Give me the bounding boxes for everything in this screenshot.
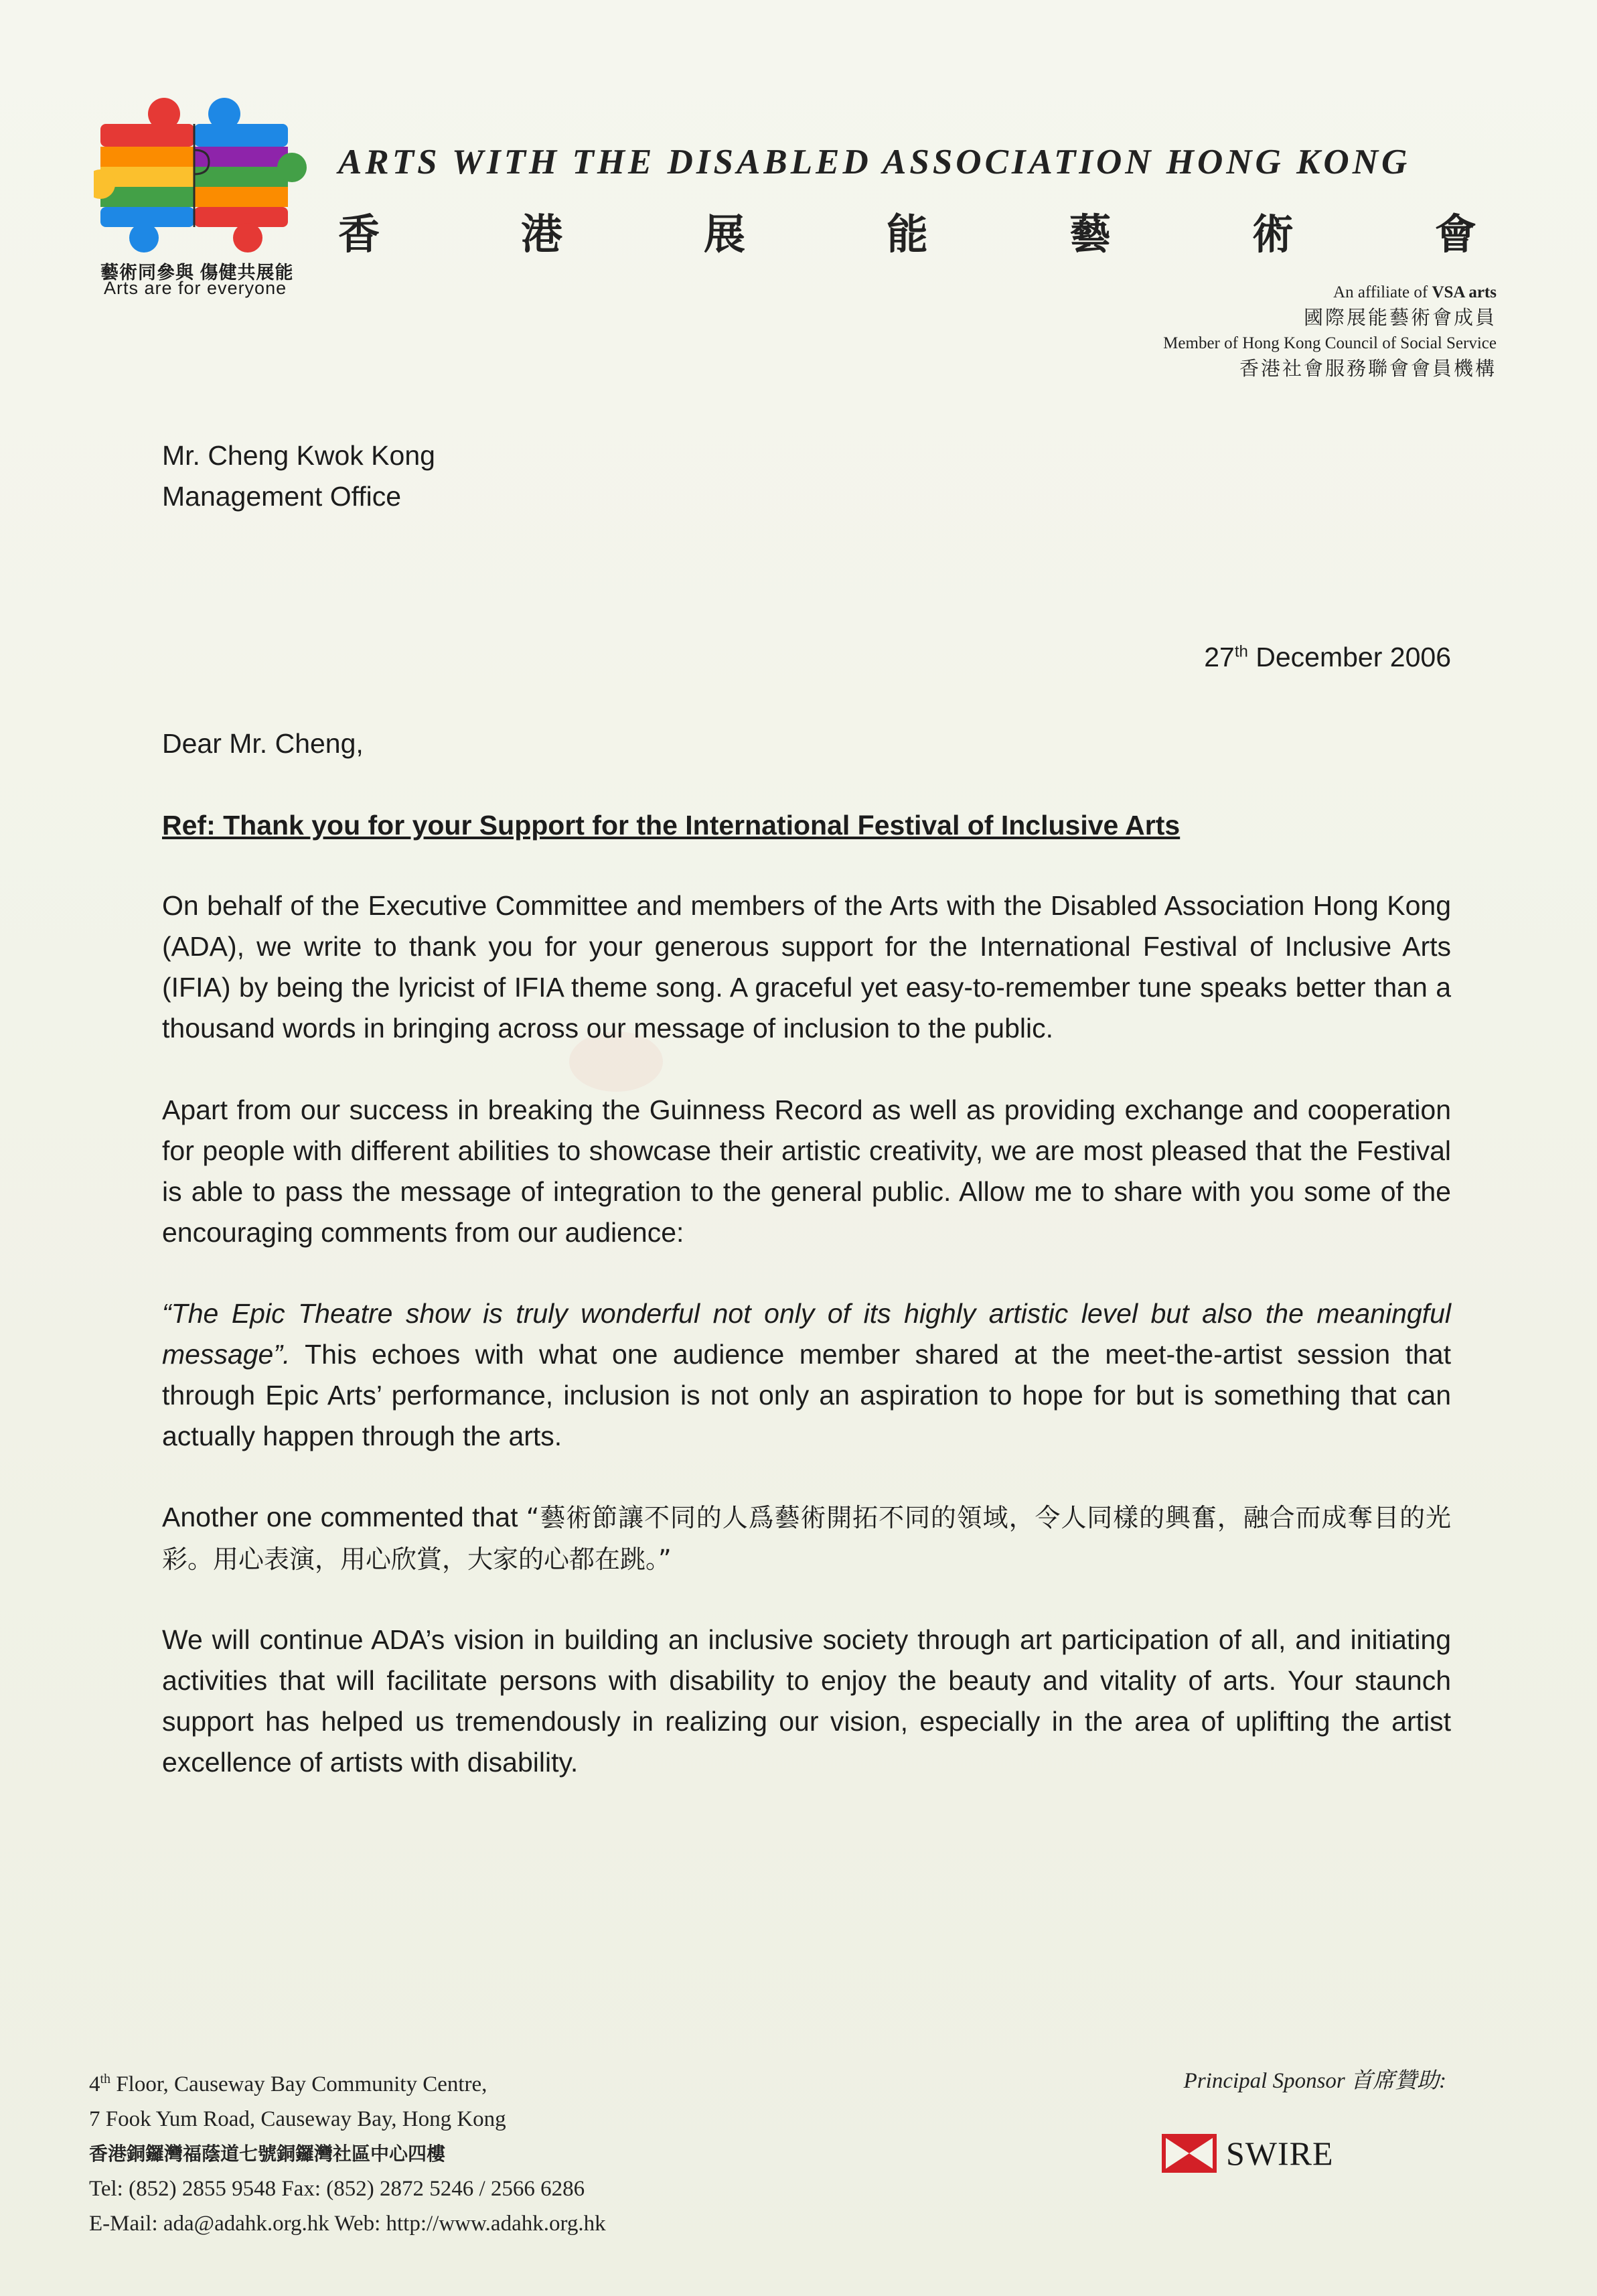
chinese-quote: “藝術節讓不同的人爲藝術開拓不同的領域，令人同樣的興奮，融合而成奪目的光彩。用心表演，用心欣賞，大家的心都在跳。”: [162, 1503, 1451, 1574]
floor-number: 4: [89, 2072, 100, 2096]
paragraph-3-rest: This echoes with what one audience member shared at the meet-the-artist session that through Epic Arts’ performance, inclusion is not only an aspiration to hope for but is something that can actually happen through the arts.: [162, 1339, 1451, 1451]
recipient-address: [162, 435, 1451, 517]
organization-name-english: ARTS WITH THE DISABLED ASSOCIATION HONG KONG: [338, 143, 1411, 182]
org-cn-char: 香: [338, 210, 380, 259]
date-day: 27: [1204, 642, 1235, 672]
puzzle-logo-icon: [94, 94, 315, 261]
affiliate-prefix: An affiliate of: [1333, 283, 1432, 301]
sponsor-name: SWIRE: [1226, 2135, 1334, 2172]
paragraph-2: Apart from our success in breaking the Guinness Record as well as providing exchange and cooperation for people with different abilities to showcase their artistic creativity, we are most pleased that the Festival is able to pass the message of integration to the general public. Allow me to share with you some of the encouraging comments from our audience:: [162, 1094, 1451, 1248]
recipient-office: Management Office: [162, 481, 402, 512]
floor-rest: Floor, Causeway Bay Community Centre,: [110, 2072, 487, 2096]
org-cn-char: 術: [1251, 210, 1294, 259]
footer-address-chinese: 香港銅鑼灣福蔭道七號銅鑼灣社區中心四樓: [89, 2143, 446, 2165]
affiliate-chinese: 國際展能藝術會成員: [1303, 307, 1497, 329]
paragraph-3: [162, 1293, 1451, 1457]
paragraph-1: On behalf of the Executive Committee and members of the Arts with the Disabled Association Hong Kong (ADA), we write to thank you for your generous support for the International Festival of Inclusive Arts (IFIA) by being the lyricist of IFIA theme song. A graceful yet easy-to-remember tune speaks better than a thousand words in bringing across our message of inclusion to the public.: [162, 890, 1451, 1044]
principal-sponsor-label: Principal Sponsor 首席贊助:: [1183, 2069, 1446, 2093]
logo-english-tagline: Arts are for everyone: [104, 278, 287, 298]
affiliate-name: VSA arts: [1432, 283, 1497, 301]
affiliation-block: [1163, 280, 1497, 382]
org-cn-char: 會: [1434, 210, 1476, 259]
member-chinese: 香港社會服務聯會會員機構: [1239, 358, 1497, 380]
paragraph-5: We will continue ADA’s vision in building an inclusive society through art participation of all, and initiating activities that will facilitate persons with disability to enjoy the beauty and vitality of arts. Your staunch support has helped us tremendously in realizing our vision, especially in the area of uplifting the artist excellence of artists with disability.: [162, 1624, 1451, 1778]
footer-street: 7 Fook Yum Road, Causeway Bay, Hong Kong: [89, 2107, 506, 2131]
footer-email-web: E-Mail: ada@adahk.org.hk Web: http://www.adahk.org.hk: [89, 2212, 606, 2236]
org-cn-char: 展: [703, 210, 745, 259]
reference-line: Ref: Thank you for your Support for the International Festival of Inclusive Arts: [162, 810, 1181, 841]
footer-phone: Tel: (852) 2855 9548 Fax: (852) 2872 5246 / 2566 6286: [89, 2177, 585, 2201]
paragraph-4-lead: Another one commented that: [162, 1502, 526, 1532]
affiliate-line: [1163, 280, 1497, 305]
audience-quote: “The Epic Theatre show is truly wonderful not only of its highly artistic level but also the meaningful message”.: [162, 1298, 1451, 1370]
swire-hourglass-icon: [1162, 2134, 1217, 2173]
floor-suffix: th: [100, 2072, 111, 2086]
date-month-year: December 2006: [1247, 642, 1451, 672]
date-suffix: th: [1234, 642, 1248, 661]
letter-date: [1204, 642, 1451, 673]
footer-address: [89, 2062, 606, 2241]
member-english: Member of Hong Kong Council of Social Service: [1163, 334, 1497, 352]
org-cn-char: 能: [886, 210, 928, 259]
org-cn-char: 港: [520, 210, 562, 259]
recipient-name: Mr. Cheng Kwok Kong: [162, 440, 435, 471]
swire-logo: [1162, 2134, 1334, 2173]
logo-chinese-tagline: 藝術同參與 傷健共展能: [100, 263, 294, 283]
org-cn-char: 藝: [1069, 210, 1111, 259]
organization-name-chinese: [338, 201, 1476, 261]
paragraph-4: [162, 1497, 1451, 1580]
footer-floor: [89, 2062, 606, 2102]
salutation: Dear Mr. Cheng,: [162, 728, 364, 759]
